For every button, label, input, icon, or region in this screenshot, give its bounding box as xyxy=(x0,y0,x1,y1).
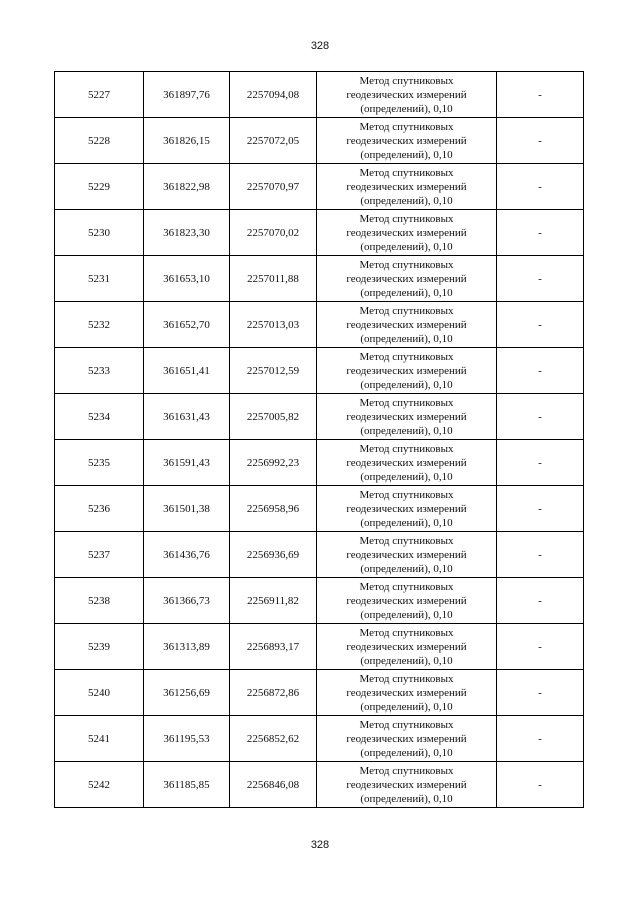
table-row xyxy=(55,256,584,302)
table-row xyxy=(55,716,584,762)
method-text-line: геодезических измерений xyxy=(346,456,467,469)
method-text-line: геодезических измерений xyxy=(346,640,467,653)
method-cell xyxy=(317,394,497,440)
note-cell: - xyxy=(497,762,584,808)
point-number-cell: 5228 xyxy=(55,118,144,164)
method-text-line: (определений), 0,10 xyxy=(360,608,453,621)
method-text-line: (определений), 0,10 xyxy=(360,378,453,391)
method-cell xyxy=(317,256,497,302)
note-cell: - xyxy=(497,210,584,256)
method-text-line: (определений), 0,10 xyxy=(360,792,453,805)
page-number-top: 328 xyxy=(310,40,330,52)
method-text-line: геодезических измерений xyxy=(346,594,467,607)
method-text-line: Метод спутниковых xyxy=(359,212,454,225)
method-cell xyxy=(317,440,497,486)
y-coordinate-cell: 2257070,97 xyxy=(230,164,317,210)
coordinates-table xyxy=(54,71,584,808)
x-coordinate-cell: 361591,43 xyxy=(144,440,230,486)
y-coordinate-cell: 2256893,17 xyxy=(230,624,317,670)
method-text-line: Метод спутниковых xyxy=(359,672,454,685)
method-text-line: Метод спутниковых xyxy=(359,580,454,593)
y-coordinate-cell: 2257013,03 xyxy=(230,302,317,348)
y-coordinate-cell: 2256846,08 xyxy=(230,762,317,808)
method-text-line: (определений), 0,10 xyxy=(360,562,453,575)
method-text-line: геодезических измерений xyxy=(346,548,467,561)
note-cell: - xyxy=(497,486,584,532)
table-row xyxy=(55,486,584,532)
x-coordinate-cell: 361366,73 xyxy=(144,578,230,624)
method-text-line: (определений), 0,10 xyxy=(360,424,453,437)
y-coordinate-cell: 2256958,96 xyxy=(230,486,317,532)
table-row xyxy=(55,302,584,348)
table-row xyxy=(55,624,584,670)
y-coordinate-cell: 2257012,59 xyxy=(230,348,317,394)
y-coordinate-cell: 2257072,05 xyxy=(230,118,317,164)
method-text-line: Метод спутниковых xyxy=(359,764,454,777)
x-coordinate-cell: 361631,43 xyxy=(144,394,230,440)
table-row xyxy=(55,532,584,578)
note-cell: - xyxy=(497,256,584,302)
method-cell xyxy=(317,670,497,716)
table-row xyxy=(55,348,584,394)
method-cell xyxy=(317,302,497,348)
method-text-line: (определений), 0,10 xyxy=(360,470,453,483)
y-coordinate-cell: 2257005,82 xyxy=(230,394,317,440)
point-number-cell: 5235 xyxy=(55,440,144,486)
method-text-line: (определений), 0,10 xyxy=(360,654,453,667)
x-coordinate-cell: 361823,30 xyxy=(144,210,230,256)
point-number-cell: 5227 xyxy=(55,72,144,118)
x-coordinate-cell: 361256,69 xyxy=(144,670,230,716)
point-number-cell: 5232 xyxy=(55,302,144,348)
method-text-line: Метод спутниковых xyxy=(359,350,454,363)
method-text-line: геодезических измерений xyxy=(346,88,467,101)
table-row xyxy=(55,118,584,164)
method-text-line: (определений), 0,10 xyxy=(360,240,453,253)
x-coordinate-cell: 361653,10 xyxy=(144,256,230,302)
method-cell xyxy=(317,762,497,808)
method-text-line: геодезических измерений xyxy=(346,134,467,147)
method-text-line: геодезических измерений xyxy=(346,732,467,745)
point-number-cell: 5231 xyxy=(55,256,144,302)
method-text-line: Метод спутниковых xyxy=(359,534,454,547)
method-text-line: геодезических измерений xyxy=(346,226,467,239)
x-coordinate-cell: 361501,38 xyxy=(144,486,230,532)
point-number-cell: 5230 xyxy=(55,210,144,256)
x-coordinate-cell: 361436,76 xyxy=(144,532,230,578)
method-cell xyxy=(317,532,497,578)
method-cell xyxy=(317,716,497,762)
y-coordinate-cell: 2256852,62 xyxy=(230,716,317,762)
note-cell: - xyxy=(497,72,584,118)
note-cell: - xyxy=(497,532,584,578)
note-cell: - xyxy=(497,670,584,716)
note-cell: - xyxy=(497,624,584,670)
method-cell xyxy=(317,348,497,394)
note-cell: - xyxy=(497,302,584,348)
method-cell xyxy=(317,72,497,118)
table-row xyxy=(55,164,584,210)
table-row xyxy=(55,578,584,624)
note-cell: - xyxy=(497,394,584,440)
x-coordinate-cell: 361185,85 xyxy=(144,762,230,808)
point-number-cell: 5229 xyxy=(55,164,144,210)
point-number-cell: 5233 xyxy=(55,348,144,394)
method-text-line: Метод спутниковых xyxy=(359,120,454,133)
method-text-line: (определений), 0,10 xyxy=(360,194,453,207)
point-number-cell: 5236 xyxy=(55,486,144,532)
x-coordinate-cell: 361195,53 xyxy=(144,716,230,762)
method-text-line: Метод спутниковых xyxy=(359,488,454,501)
table-row xyxy=(55,762,584,808)
table-row xyxy=(55,440,584,486)
table-row xyxy=(55,210,584,256)
y-coordinate-cell: 2256936,69 xyxy=(230,532,317,578)
method-text-line: Метод спутниковых xyxy=(359,166,454,179)
method-text-line: Метод спутниковых xyxy=(359,626,454,639)
page-number-bottom: 328 xyxy=(310,839,330,851)
point-number-cell: 5238 xyxy=(55,578,144,624)
y-coordinate-cell: 2256992,23 xyxy=(230,440,317,486)
x-coordinate-cell: 361822,98 xyxy=(144,164,230,210)
note-cell: - xyxy=(497,716,584,762)
method-cell xyxy=(317,118,497,164)
method-text-line: Метод спутниковых xyxy=(359,304,454,317)
method-text-line: (определений), 0,10 xyxy=(360,286,453,299)
note-cell: - xyxy=(497,578,584,624)
point-number-cell: 5239 xyxy=(55,624,144,670)
y-coordinate-cell: 2257070,02 xyxy=(230,210,317,256)
method-text-line: геодезических измерений xyxy=(346,686,467,699)
y-coordinate-cell: 2256911,82 xyxy=(230,578,317,624)
table-row xyxy=(55,670,584,716)
table-row xyxy=(55,72,584,118)
note-cell: - xyxy=(497,440,584,486)
method-text-line: геодезических измерений xyxy=(346,318,467,331)
method-text-line: (определений), 0,10 xyxy=(360,102,453,115)
table-row xyxy=(55,394,584,440)
method-cell xyxy=(317,164,497,210)
y-coordinate-cell: 2257011,88 xyxy=(230,256,317,302)
method-text-line: геодезических измерений xyxy=(346,502,467,515)
method-cell xyxy=(317,578,497,624)
method-text-line: (определений), 0,10 xyxy=(360,700,453,713)
method-text-line: (определений), 0,10 xyxy=(360,332,453,345)
note-cell: - xyxy=(497,118,584,164)
method-text-line: Метод спутниковых xyxy=(359,74,454,87)
method-cell xyxy=(317,210,497,256)
point-number-cell: 5234 xyxy=(55,394,144,440)
method-text-line: Метод спутниковых xyxy=(359,258,454,271)
method-text-line: геодезических измерений xyxy=(346,410,467,423)
coordinates-table-body xyxy=(55,72,584,808)
method-cell xyxy=(317,486,497,532)
method-text-line: Метод спутниковых xyxy=(359,718,454,731)
method-text-line: геодезических измерений xyxy=(346,180,467,193)
x-coordinate-cell: 361313,89 xyxy=(144,624,230,670)
note-cell: - xyxy=(497,348,584,394)
method-text-line: Метод спутниковых xyxy=(359,442,454,455)
point-number-cell: 5240 xyxy=(55,670,144,716)
point-number-cell: 5237 xyxy=(55,532,144,578)
method-text-line: (определений), 0,10 xyxy=(360,746,453,759)
point-number-cell: 5242 xyxy=(55,762,144,808)
note-cell: - xyxy=(497,164,584,210)
x-coordinate-cell: 361652,70 xyxy=(144,302,230,348)
method-text-line: геодезических измерений xyxy=(346,272,467,285)
method-text-line: (определений), 0,10 xyxy=(360,148,453,161)
method-cell xyxy=(317,624,497,670)
method-text-line: Метод спутниковых xyxy=(359,396,454,409)
x-coordinate-cell: 361826,15 xyxy=(144,118,230,164)
method-text-line: (определений), 0,10 xyxy=(360,516,453,529)
method-text-line: геодезических измерений xyxy=(346,778,467,791)
point-number-cell: 5241 xyxy=(55,716,144,762)
x-coordinate-cell: 361897,76 xyxy=(144,72,230,118)
method-text-line: геодезических измерений xyxy=(346,364,467,377)
x-coordinate-cell: 361651,41 xyxy=(144,348,230,394)
y-coordinate-cell: 2257094,08 xyxy=(230,72,317,118)
y-coordinate-cell: 2256872,86 xyxy=(230,670,317,716)
